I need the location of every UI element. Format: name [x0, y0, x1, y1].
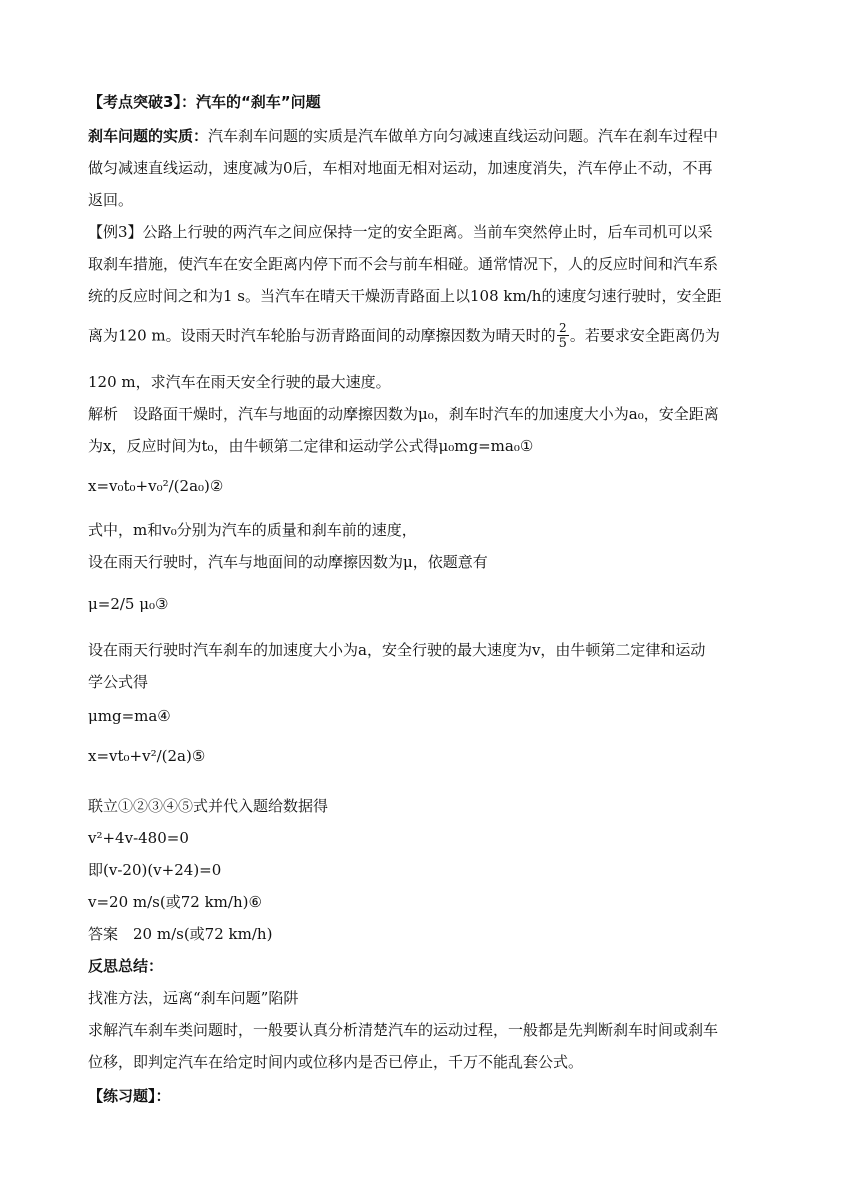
essence-line-3: 返回。	[88, 191, 134, 209]
equation-2: x=v₀t₀+v₀²/(2a₀)②	[88, 477, 224, 495]
solution-line-3: 式中，m和v₀分别为汽车的质量和刹车前的速度，	[88, 521, 417, 539]
solution-line-1: 解析 设路面干燥时，汽车与地面的动摩擦因数为μ₀，刹车时汽车的加速度大小为a₀，安全距离	[88, 405, 719, 423]
example-line-1: 【例3】公路上行驶的两汽车之间应保持一定的安全距离。当前车突然停止时，后车司机可以采	[88, 223, 713, 241]
example-line-4b: 。若要求安全距离仍为	[569, 326, 720, 345]
answer-line: 答案 20 m/s(或72 km/h)	[88, 925, 273, 943]
equation-6: v²+4v-480=0	[88, 829, 189, 847]
essence-line-1	[88, 126, 718, 146]
equation-5: x=vt₀+v²/(2a)⑤	[88, 747, 206, 765]
solution-line-5: 设在雨天行驶时汽车刹车的加速度大小为a，安全行驶的最大速度为v，由牛顿第二定律和运动	[88, 641, 706, 659]
example-line-5: 120 m，求汽车在雨天安全行驶的最大速度。	[88, 373, 391, 391]
example-line-4a: 离为120 m。设雨天时汽车轮胎与沥青路面间的动摩擦因数为晴天时的	[88, 326, 556, 345]
equation-4: μmg=ma④	[88, 707, 171, 725]
fraction-numerator: 2	[557, 322, 569, 336]
equation-8: v=20 m/s(或72 km/h)⑥	[88, 893, 262, 911]
reflection-line-1: 找准方法，远离“刹车问题”陷阱	[88, 989, 299, 1007]
fraction-denominator: 5	[558, 336, 567, 351]
solution-line-2: 为x，反应时间为t₀，由牛顿第二定律和运动学公式得μ₀mg=ma₀①	[88, 437, 534, 455]
section-heading: 【考点突破3】：汽车的“刹车”问题	[88, 93, 321, 111]
essence-line-2: 做匀减速直线运动，速度减为0后，车相对地面无相对运动，加速度消失，汽车停止不动，不再	[88, 159, 713, 177]
example-line-3: 统的反应时间之和为1 s。当汽车在晴天干燥沥青路面上以108 km/h的速度匀速行驶时，安全距	[88, 287, 722, 305]
equation-3: μ=2/5 μ₀③	[88, 595, 169, 613]
reflection-line-2: 求解汽车刹车类问题时，一般要认真分析清楚汽车的运动过程，一般都是先判断刹车时间或刹车	[88, 1021, 719, 1039]
example-line-4	[88, 322, 720, 351]
essence-label: 刹车问题的实质：	[88, 127, 209, 145]
equation-7: 即(v-20)(v+24)=0	[88, 861, 222, 879]
reflection-line-3: 位移，即判定汽车在给定时间内或位移内是否已停止，千万不能乱套公式。	[88, 1053, 584, 1071]
fraction-two-fifths	[557, 322, 569, 351]
example-line-2: 取刹车措施，使汽车在安全距离内停下而不会与前车相碰。通常情况下，人的反应时间和汽车系	[88, 255, 719, 273]
solution-line-4: 设在雨天行驶时，汽车与地面间的动摩擦因数为μ，依题意有	[88, 553, 488, 571]
solution-line-7: 联立①②③④⑤式并代入题给数据得	[88, 797, 329, 815]
solution-line-6: 学公式得	[88, 673, 149, 691]
essence-text-1: 汽车刹车问题的实质是汽车做单方向匀减速直线运动问题。汽车在刹车过程中	[208, 127, 719, 145]
practice-heading: 【练习题】：	[88, 1087, 171, 1105]
reflection-label: 反思总结：	[88, 957, 164, 975]
